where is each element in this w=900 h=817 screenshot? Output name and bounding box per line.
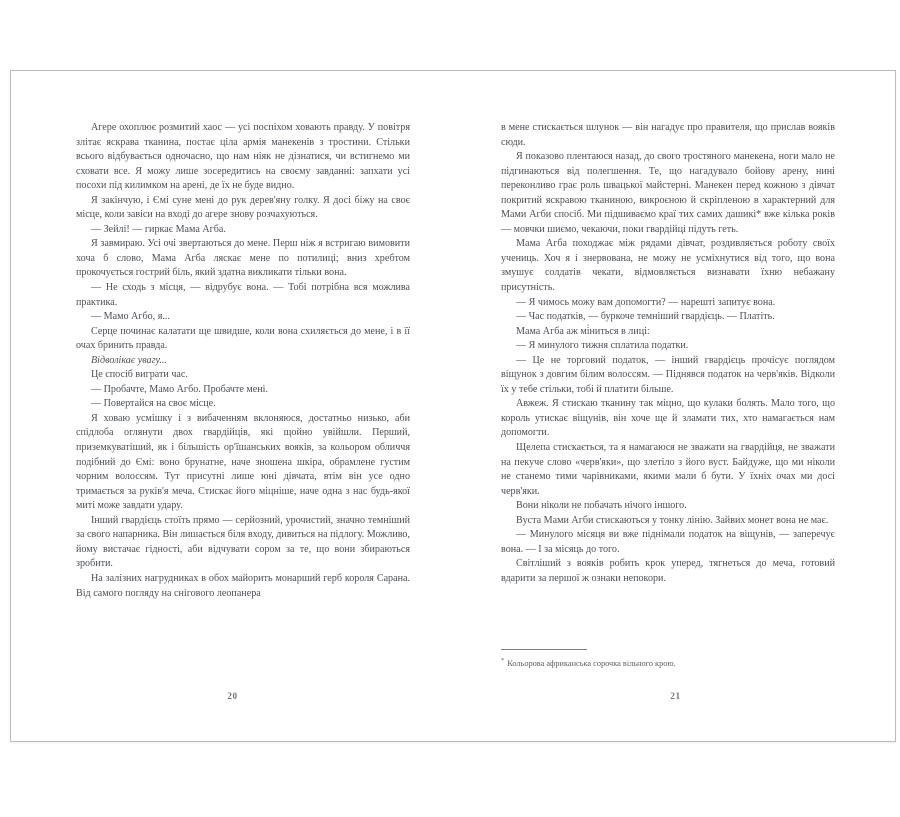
book-spread <box>10 70 896 742</box>
footnote-text: Кольорова африканська сорочка вільного крою. <box>507 658 676 668</box>
paragraph: Мама Агба походжає між рядами дівчат, роздивляється роботу своїх учениць. Хоч я і знервована, не можу не усміхнутися від того, що вона змушує солдатів чекати, відмовляється визнавати їхню небажану присутність. <box>501 238 835 294</box>
paragraph: Авжеж. Я стискаю тканину так міцно, що кулаки болять. Мало того, що король утискає віщунів, він хоче ще й зламати тих, хто намагається нам допомогти. <box>501 398 835 439</box>
paragraph-text: Я показово плентаюся назад, до свого тростяного манекена, ноги мало не підгинаються від полегшення. Те, що нагадувало бойову арену, нині переконливо грає роль швацької майстерні. Манекен перед кожною з дівчат покритий яскравою тканиною, викроєною й скріпленою в характерний для Мами Агби спосіб. Ми підшиваємо краї тих самих дашикі* вже кілька років — мовчки шиємо, чекаючи, поки гвардійці підуть геть. <box>501 151 835 235</box>
paragraph: Це спосіб виграти час. <box>91 369 188 381</box>
paragraph: Вуста Мами Агби стискаються у тонку лінію. Зайвих монет вона не має. <box>516 514 829 526</box>
paragraph: Я закінчую, і Ємі суне мені до рук дерев'яну голку. Я досі біжу на своє місце, коли завіси на вході до агере знову розчахуються. <box>76 194 410 221</box>
page-number-left: 20 <box>227 691 238 701</box>
paragraph: Інший гвардієць стоїть прямо — серйозний, урочистий, значно темніший за свого напарника. Він лишається біля входу, дивиться на підлогу. Можливо, йому вистачає гідності, аби відчувати сором за те, що вони збираються зробити. <box>76 514 410 570</box>
paragraph: — Час податків, — буркоче темніший гвардієць. — Платіть. <box>516 311 775 323</box>
paragraph: Агере охоплює розмитий хаос — усі поспіхом ховають правду. У повітря злітає яскрава тканина, постає ціла армія манекенів з тростини. Стільки всього відбувається одночасно, що нам ніяк не дізнатися, чи встигнемо ми сховати все. Я можу лише зосередитись на своєму завданні: запхати усі посохи під килимком на арені, де їх не буде видно. <box>76 122 410 192</box>
paragraph: Світліший з вояків робить крок уперед, тягнеться до меча, готовий вдарити за першої ж ознаки непокори. <box>501 558 835 584</box>
paragraph: — Я минулого тижня сплатила податки. <box>516 340 689 352</box>
paragraph: — Не сходь з місця, — відрубує вона. — Тобі потрібна вся можлива практика. <box>76 282 410 308</box>
page-number-right: 21 <box>670 691 681 701</box>
paragraph: Я завмираю. Усі очі звертаються до мене. Перш ніж я встригаю вимовити хоча б слово, Мама Агба ляскає мене по потилиці; вниз хребтом прокочується гострий біль, який здатна викликати тільки вона. <box>76 238 410 279</box>
paragraph: — Зейлі! — гиркає Мама Агба. <box>91 223 226 235</box>
paragraph: — Повертайся на своє місце. <box>91 398 216 410</box>
footnote-block <box>501 649 835 670</box>
paragraph: На залізних нагрудниках в обох майорить монарший герб короля Сарана. Від самого погляду на снігового леопанера <box>76 572 410 599</box>
paragraph: Серце починає калатати ще швидше, коли вона схиляється до мене, і в її очах бринить правда. <box>76 325 410 352</box>
paragraph: Вони ніколи не побачать нічого іншого. <box>516 500 687 512</box>
book-page-left <box>11 71 454 741</box>
book-page-right <box>454 71 897 741</box>
paragraph: — Це не торговий податок, — інший гвардієць прочісує поглядом віщунок з довгим білим волоссям. — Піднявся податок на черв'яків. Відколи їх у тебе стільки, тобі й платити більше. <box>501 354 835 395</box>
paragraph: Мама Агба аж мі́ниться в лиці: <box>516 325 650 337</box>
footnote-marker: * <box>501 656 505 664</box>
paragraph: Щелепа стискається, та я намагаюся не зважати на гвардійця, не зважати на пекуче слово «черв'яки», що злетіло з його вуст. Байдуже, що ми ніколи не станемо тими чарівниками, якими мали б бути. У їхніх очах ми досі черв'яки. <box>501 442 835 497</box>
footnote-entry <box>501 658 835 670</box>
paragraph-continuation: в мене стискається шлунок — він нагадує про правителя, що прислав вояків сюди. <box>501 122 835 148</box>
paragraph: Я ховаю усмішку і з вибаченням вклоняюся, достатньо низько, аби спідлоба оглянути двох гвардійців, які щойно увійшли. Перший, приземкуватіший, як і більшість ор'їшанських вояків, за кольором обличчя подібний до Ємі: воно брунатне, наче зношена шкіра, обрамлене густим чорним волоссям. Тут присутні лише юні дівчата, втім він усе одно тримається за руків'я меча. Стискає його міцніше, наче одна з нас будь-якої миті може завдати удару. <box>76 412 410 512</box>
left-page-text-body <box>76 121 410 601</box>
paragraph-with-footnote-ref <box>501 150 835 237</box>
paragraph: — Мамо Агбо, я... <box>91 311 170 323</box>
right-page-text-body <box>501 121 835 587</box>
paragraph: — Минулого місяця ви вже піднімали податок на віщунів, — заперечує вона. — І за місяць до того. <box>501 529 835 555</box>
paragraph: — Пробачте, Мамо Агбо. Пробачте мені. <box>91 383 268 395</box>
footnote-separator-rule <box>501 649 587 650</box>
paragraph-italic-emphasis: Відволікає увагу... <box>91 354 167 366</box>
paragraph: — Я чимось можу вам допомогти? — нарешті запитує вона. <box>516 296 776 308</box>
